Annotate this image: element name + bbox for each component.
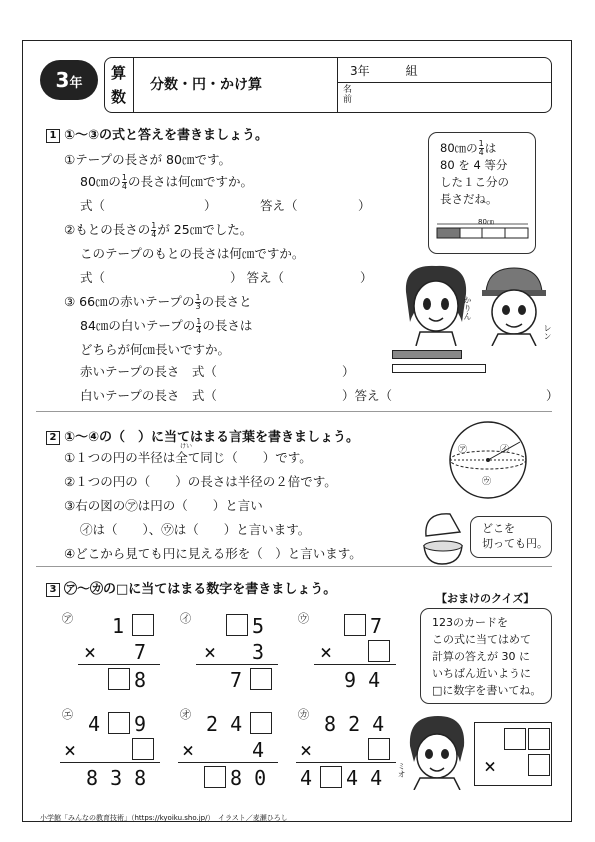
e-times: × [182, 738, 195, 762]
frac-num: 1 [196, 317, 202, 326]
b-res-digit: 7 [230, 668, 243, 692]
s2-line-5: ④どこから見ても円に見える形を（ ）と言います。 [64, 546, 362, 561]
q1-answer-input[interactable] [300, 195, 356, 213]
label-e: ㋔ [180, 708, 191, 721]
d-top-digit-2: 9 [134, 712, 147, 736]
f-line [296, 762, 396, 763]
frac-den: 3 [195, 302, 201, 311]
section-3-title [46, 578, 336, 597]
a-top-digit: 1 [112, 614, 125, 638]
mio-character-icon [404, 712, 470, 790]
b-mul-digit: 3 [252, 640, 265, 664]
label-d: ㋓ [62, 708, 73, 721]
a-box-2[interactable] [108, 668, 130, 690]
separator-2 [36, 566, 552, 567]
q1-answer-close: ） [358, 198, 371, 213]
a-res-digit: 8 [134, 668, 147, 692]
bonus-text [432, 614, 541, 699]
name-field[interactable] [360, 86, 550, 110]
section-3-text: ㋐〜㋕の□に当てはまる数字を書きましょう。 [64, 582, 337, 597]
f-top-digits: 8 2 4 [324, 712, 385, 736]
girl-name: かりん [463, 296, 472, 320]
c-res-digits: 9 4 [344, 668, 381, 692]
frac-den: 4 [121, 182, 127, 191]
f-times: × [300, 738, 313, 762]
hint-line-3: した１こ分の [440, 175, 509, 189]
hint-1-post: は [484, 141, 497, 155]
bonus-box-1[interactable] [504, 728, 526, 750]
label-a: ㋐ [62, 612, 73, 625]
q2-shiki: 式（ [80, 270, 106, 285]
hint-line-1 [440, 140, 509, 157]
white-tape-bar [392, 364, 486, 373]
footer-credit: 小学館「みんなの教育技術」（https://kyoiku.sho.jp/） イラスト／麦瀬ひろし [40, 814, 288, 822]
d-top-digit-1: 4 [88, 712, 101, 736]
diagram-label-a: ㋐ [458, 445, 468, 455]
section-1-number: 1 [46, 129, 60, 143]
white-shiki-input[interactable] [240, 385, 340, 403]
q3b-post: の長さは [202, 318, 253, 333]
label-b: ㋑ [180, 612, 191, 625]
d-res-digits: 8 3 8 [86, 766, 147, 790]
white-tape-label: 白いテープの長さ 式（ [80, 388, 217, 403]
fraction-1-4 [122, 174, 127, 191]
b-top-digit: 5 [252, 614, 265, 638]
bonus-box-3[interactable] [528, 754, 550, 776]
d-line [60, 762, 160, 763]
s2-line-2: ②１つの円の（ ）の長さは半径の２倍です。 [64, 474, 337, 489]
c-line [314, 664, 396, 665]
badge-suffix: 年 [69, 76, 83, 91]
q3a-pre: ③ 66㎝の赤いテープの [64, 294, 195, 309]
f-res-digit-1: 4 [300, 766, 313, 790]
q2-answer-close: ） [360, 270, 373, 285]
c-box-2[interactable] [368, 640, 390, 662]
white-answer-close: ） [546, 388, 559, 403]
q2-shiki-input[interactable] [92, 267, 226, 285]
diagram-label-u: ㋒ [482, 477, 492, 487]
section-1-title [46, 124, 268, 143]
boy-name: レン [543, 324, 552, 340]
q2a-pre: ②もとの長さの [64, 222, 151, 237]
q2-answer-input[interactable] [296, 267, 356, 285]
subject-label [104, 57, 134, 113]
frac-den: 4 [151, 230, 157, 239]
a-mul-digit: 7 [134, 640, 147, 664]
q2-shiki-close [230, 268, 284, 286]
frac-den: 4 [478, 148, 484, 157]
q2a-post: が 25㎝でした。 [157, 222, 253, 237]
frac-num: 1 [151, 221, 157, 230]
section-1-text: ①〜③の式と答えを書きましょう。 [64, 128, 269, 143]
red-close: ） [342, 364, 355, 379]
bonus-line-2: この式に当てはめて [432, 633, 531, 646]
e-res-digits: 8 0 [230, 766, 267, 790]
q3-line-c: どちらが何㎝長いですか。 [80, 342, 231, 357]
b-line [196, 664, 278, 665]
q3-answer-input[interactable] [400, 385, 544, 403]
sphere-diagram [438, 420, 538, 500]
s2-line-1: ①１つの円の半径は全て同じ（ ）です。 [64, 450, 312, 465]
d-box-1[interactable] [108, 712, 130, 734]
header-divider [337, 57, 338, 113]
c-times: × [320, 640, 333, 664]
badge-number: 3 [55, 68, 70, 92]
white-answer-label: ）答え（ [342, 388, 393, 403]
diagram-label-i: ㋑ [500, 445, 510, 455]
section-2-number: 2 [46, 431, 60, 445]
red-shiki-input[interactable] [240, 361, 340, 379]
frac-num: 1 [478, 139, 484, 148]
q1-shiki-close: ） [204, 198, 217, 213]
frac-den: 4 [196, 326, 202, 335]
bubble-line-1: どこを [482, 522, 515, 535]
a-line [78, 664, 160, 665]
c-box-1[interactable] [344, 614, 366, 636]
bonus-title: 【おまけのクイズ】 [436, 592, 535, 605]
fraction-1-4c [196, 318, 201, 335]
boy-character-icon [478, 262, 550, 346]
f-res-digits: 4 4 [346, 766, 383, 790]
section-2-title [46, 426, 359, 445]
e-box-2[interactable] [204, 766, 226, 788]
fraction-1-3 [195, 294, 200, 311]
c-top-digit: 7 [370, 614, 383, 638]
f-box-1[interactable] [368, 738, 390, 760]
ruby-kei: けい [180, 443, 193, 450]
subject-bottom: 数 [110, 88, 126, 106]
bonus-line-4: いちばん近いように [432, 667, 531, 680]
red-tape-bar [392, 350, 462, 359]
q1-line-a: ①テープの長さが 80㎝です。 [64, 152, 231, 167]
frac-num: 1 [195, 293, 201, 302]
q1-answer: 答え（ [260, 198, 298, 213]
section-2-text: ①〜④の（ ）に当てはまる言葉を書きましょう。 [64, 430, 360, 445]
s2-line-3: ③右の図の㋐は円の（ ）と言い [64, 498, 263, 513]
grade-badge [40, 60, 98, 100]
q3-line-a [64, 292, 252, 311]
hint-1-pre: 80㎝の [440, 141, 478, 155]
separator-1 [36, 411, 552, 412]
bubble-line-2: 切っても円。 [482, 537, 548, 550]
d-times: × [64, 738, 77, 762]
cut-sphere-icon [420, 510, 466, 566]
b-box-1[interactable] [226, 614, 248, 636]
bonus-box-2[interactable] [528, 728, 550, 750]
label-c: ㋒ [298, 612, 309, 625]
q3-line-b [80, 316, 252, 335]
mio-name: ミオ [397, 762, 406, 778]
tape-diagram [436, 218, 530, 240]
hint-line-4: 長さだね。 [440, 192, 498, 206]
q1b-pre: 80㎝の [80, 174, 121, 189]
q2-line-b: このテープのもとの長さは何㎝ですか。 [80, 246, 305, 261]
q3a-post: の長さと [201, 294, 252, 309]
q1-shiki-input[interactable] [92, 195, 202, 213]
e-box-1[interactable] [250, 712, 272, 734]
f-box-2[interactable] [320, 766, 342, 788]
bonus-times: × [484, 754, 497, 778]
bonus-line-1: 123のカードを [432, 616, 508, 629]
e-top-digits: 2 4 [206, 712, 243, 736]
fraction-1-4b [151, 222, 156, 239]
red-tape-label: 赤いテープの長さ 式（ [80, 364, 217, 379]
tape-length-label: 80㎝ [478, 218, 494, 226]
name-label-1: 名 [343, 85, 353, 95]
a-times: × [84, 640, 97, 664]
b-times: × [204, 640, 217, 664]
shiki-label: 式（ [80, 198, 106, 213]
hint-fraction [479, 140, 484, 157]
bonus-line-5: □に数字を書いてね。 [432, 684, 542, 697]
q1b-post: の長さは何㎝ですか。 [128, 174, 254, 189]
close-paren: ） [230, 270, 243, 285]
q2-line-a [64, 220, 252, 239]
d-box-2[interactable] [132, 738, 154, 760]
label-f: ㋕ [298, 708, 309, 721]
subject-top: 算 [110, 64, 126, 82]
bonus-line-3: 計算の答えが 30 に [432, 650, 530, 663]
e-line [178, 762, 278, 763]
name-label [343, 85, 355, 105]
name-label-2: 前 [343, 95, 353, 105]
s2-line-4: ㋑は（ ）、㋒は（ ）と言います。 [80, 522, 311, 537]
header-divider-h [337, 82, 552, 83]
a-box-1[interactable] [132, 614, 154, 636]
worksheet-title: 分数・円・かけ算 [150, 77, 262, 93]
hint-line-2: 80 を 4 等分 [440, 158, 508, 172]
section-3-number: 3 [46, 583, 60, 597]
frac-num: 1 [121, 173, 127, 182]
sphere-bubble-text [482, 521, 548, 551]
q1-line-b [80, 172, 253, 191]
e-mul-digit: 4 [252, 738, 265, 762]
hint-text [440, 140, 509, 208]
answer-label: 答え（ [246, 270, 285, 285]
class-field[interactable]: 3年 組 [350, 64, 418, 78]
b-box-2[interactable] [250, 668, 272, 690]
q3b-pre: 84㎝の白いテープの [80, 318, 196, 333]
